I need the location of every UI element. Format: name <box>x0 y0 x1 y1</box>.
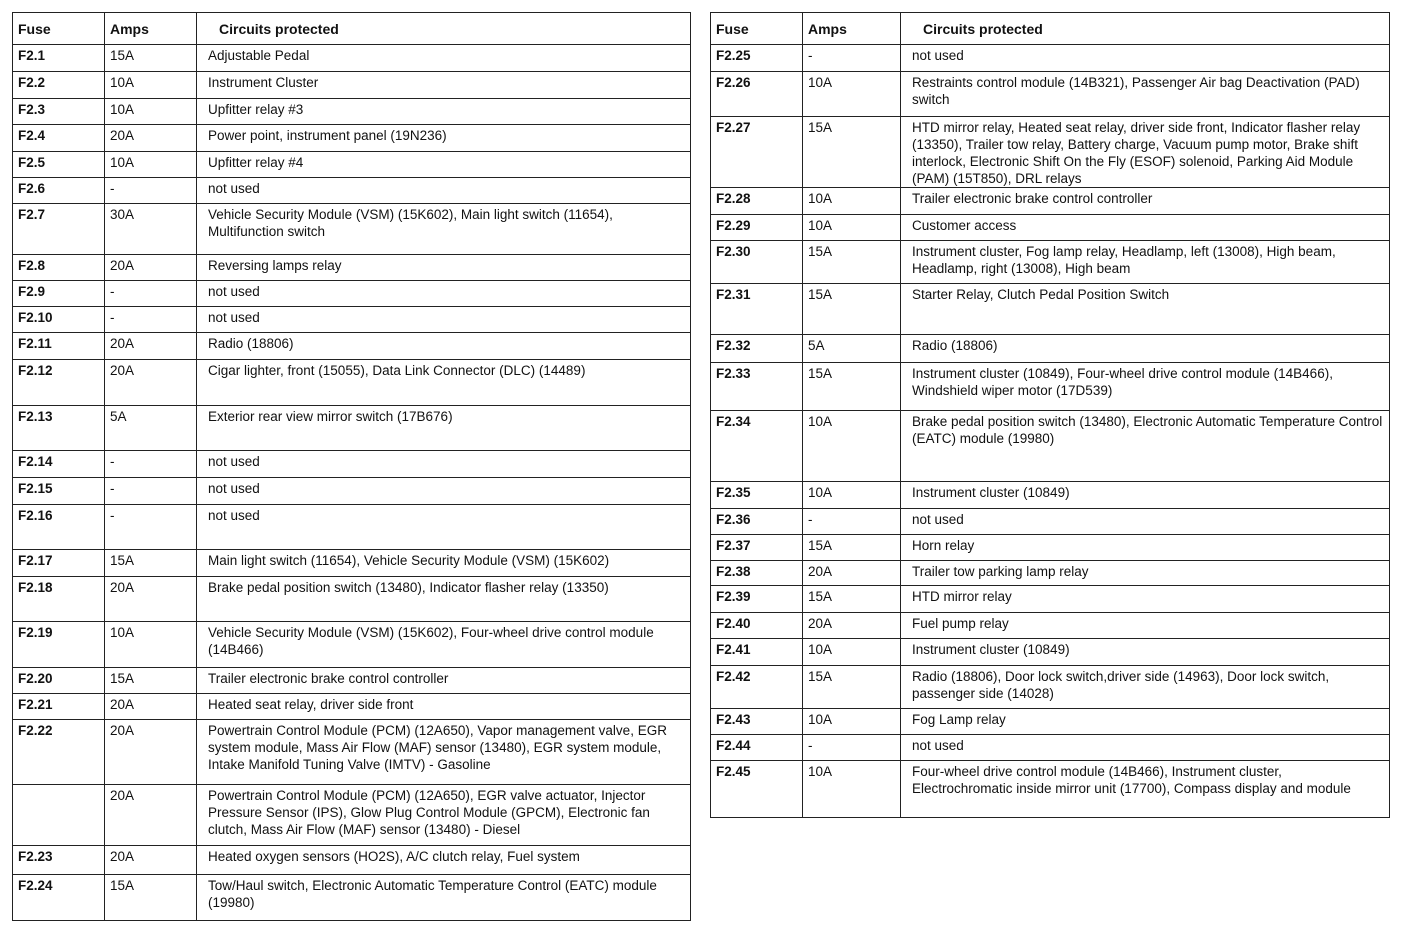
amps-value: 10A <box>803 411 901 482</box>
fuse-number: F2.36 <box>711 509 803 535</box>
fuse-number: F2.14 <box>13 451 105 478</box>
amps-value: 10A <box>803 215 901 241</box>
circuits-text: Reversing lamps relay <box>197 255 691 281</box>
amps-value: 10A <box>803 188 901 215</box>
table-row <box>711 613 1390 639</box>
circuits-text: Brake pedal position switch (13480), Electronic Automatic Temperature Control (EATC) module (19980) <box>901 411 1390 482</box>
fuse-number: F2.20 <box>13 668 105 694</box>
amps-value: - <box>105 307 197 333</box>
amps-value: 15A <box>803 535 901 561</box>
header-fuse: Fuse <box>13 13 105 45</box>
fuse-number: F2.38 <box>711 561 803 586</box>
fuse-number: F2.27 <box>711 117 803 188</box>
fuse-number: F2.12 <box>13 360 105 406</box>
table-row <box>13 577 691 622</box>
amps-value: 15A <box>105 45 197 72</box>
amps-value: 5A <box>803 335 901 363</box>
amps-value: 15A <box>803 586 901 613</box>
circuits-text: Adjustable Pedal <box>197 45 691 72</box>
fuse-number: F2.28 <box>711 188 803 215</box>
fuse-number <box>13 785 105 846</box>
fuse-number: F2.10 <box>13 307 105 333</box>
amps-value: 30A <box>105 204 197 255</box>
amps-value: 10A <box>803 761 901 818</box>
amps-value: 20A <box>803 613 901 639</box>
table-row <box>13 478 691 505</box>
amps-value: - <box>803 45 901 72</box>
fuse-number: F2.18 <box>13 577 105 622</box>
table-row <box>711 561 1390 586</box>
header-amps: Amps <box>105 13 197 45</box>
circuits-text: Radio (18806), Door lock switch,driver side (14963), Door lock switch, passenger side (14028) <box>901 666 1390 709</box>
fuse-number: F2.34 <box>711 411 803 482</box>
table-row <box>711 761 1390 818</box>
fuse-number: F2.1 <box>13 45 105 72</box>
circuits-text: Trailer tow parking lamp relay <box>901 561 1390 586</box>
table-row <box>13 360 691 406</box>
fuse-number: F2.41 <box>711 639 803 666</box>
table-row <box>13 152 691 178</box>
table-row <box>13 333 691 360</box>
fuse-number: F2.16 <box>13 505 105 550</box>
circuits-text: Brake pedal position switch (13480), Indicator flasher relay (13350) <box>197 577 691 622</box>
table-row <box>13 550 691 577</box>
fuse-number: F2.3 <box>13 99 105 125</box>
fuse-number: F2.4 <box>13 125 105 152</box>
table-row <box>711 735 1390 761</box>
table-header-row <box>13 13 691 45</box>
fuse-number: F2.37 <box>711 535 803 561</box>
fuse-number: F2.5 <box>13 152 105 178</box>
amps-value: 10A <box>803 709 901 735</box>
fuse-number: F2.22 <box>13 720 105 785</box>
table-row <box>711 482 1390 509</box>
table-row <box>711 335 1390 363</box>
amps-value: 20A <box>803 561 901 586</box>
amps-value: 20A <box>105 577 197 622</box>
fuse-number: F2.42 <box>711 666 803 709</box>
circuits-text: Cigar lighter, front (15055), Data Link Connector (DLC) (14489) <box>197 360 691 406</box>
amps-value: 20A <box>105 255 197 281</box>
table-row <box>13 178 691 204</box>
header-circuits: Circuits protected <box>197 13 691 45</box>
amps-value: 10A <box>105 72 197 99</box>
table-row <box>711 215 1390 241</box>
amps-value: - <box>105 451 197 478</box>
circuits-text: not used <box>901 509 1390 535</box>
amps-value: 20A <box>105 785 197 846</box>
table-row <box>711 535 1390 561</box>
header-circuits: Circuits protected <box>901 13 1390 45</box>
table-row <box>13 668 691 694</box>
table-row <box>13 45 691 72</box>
amps-value: - <box>105 178 197 204</box>
circuits-text: not used <box>197 478 691 505</box>
circuits-text: Customer access <box>901 215 1390 241</box>
table-row <box>711 72 1390 117</box>
fuse-number: F2.44 <box>711 735 803 761</box>
amps-value: 15A <box>105 550 197 577</box>
circuits-text: not used <box>197 178 691 204</box>
fuse-number: F2.7 <box>13 204 105 255</box>
fuse-number: F2.13 <box>13 406 105 451</box>
circuits-text: Vehicle Security Module (VSM) (15K602), Four-wheel drive control module (14B466) <box>197 622 691 668</box>
amps-value: 10A <box>105 152 197 178</box>
circuits-text: Trailer electronic brake control controller <box>901 188 1390 215</box>
fuse-number: F2.33 <box>711 363 803 411</box>
table-row <box>711 411 1390 482</box>
table-row <box>13 505 691 550</box>
fuse-number: F2.6 <box>13 178 105 204</box>
circuits-text: Horn relay <box>901 535 1390 561</box>
amps-value: 10A <box>803 482 901 509</box>
circuits-text: not used <box>197 505 691 550</box>
circuits-text: HTD mirror relay, Heated seat relay, driver side front, Indicator flasher relay (13350), Trailer tow relay, Battery charge, Vacuum pump motor, Brake shift interlock, Electronic Shift On the Fly (ESOF) solenoid, Parking Aid Module (PAM) (15T850), DRL relays <box>901 117 1390 188</box>
amps-value: 15A <box>803 241 901 284</box>
circuits-text: Fog Lamp relay <box>901 709 1390 735</box>
circuits-text: Tow/Haul switch, Electronic Automatic Temperature Control (EATC) module (19980) <box>197 875 691 921</box>
table-row <box>13 204 691 255</box>
circuits-text: not used <box>901 735 1390 761</box>
table-row <box>13 281 691 307</box>
fuse-number: F2.8 <box>13 255 105 281</box>
table-row <box>711 666 1390 709</box>
circuits-text: Radio (18806) <box>197 333 691 360</box>
fuse-number: F2.19 <box>13 622 105 668</box>
circuits-text: not used <box>197 451 691 478</box>
table-row <box>13 875 691 921</box>
table-row <box>711 241 1390 284</box>
table-row <box>13 99 691 125</box>
circuits-text: Four-wheel drive control module (14B466), Instrument cluster, Electrochromatic inside mirror unit (17700), Compass display and module <box>901 761 1390 818</box>
amps-value: - <box>105 478 197 505</box>
circuits-text: Upfitter relay #3 <box>197 99 691 125</box>
fuse-table-right <box>710 12 1390 818</box>
table-row <box>13 694 691 720</box>
amps-value: 15A <box>803 363 901 411</box>
amps-value: 20A <box>105 694 197 720</box>
table-row <box>711 586 1390 613</box>
amps-value: 10A <box>803 72 901 117</box>
table-row <box>13 785 691 846</box>
table-row <box>711 188 1390 215</box>
table-row <box>13 451 691 478</box>
circuits-text: HTD mirror relay <box>901 586 1390 613</box>
circuits-text: Trailer electronic brake control controller <box>197 668 691 694</box>
amps-value: 20A <box>105 125 197 152</box>
circuits-text: Instrument cluster (10849), Four-wheel drive control module (14B466), Windshield wiper motor (17D539) <box>901 363 1390 411</box>
fuse-number: F2.9 <box>13 281 105 307</box>
header-amps: Amps <box>803 13 901 45</box>
fuse-number: F2.39 <box>711 586 803 613</box>
table-row <box>13 255 691 281</box>
table-row <box>711 509 1390 535</box>
circuits-text: Fuel pump relay <box>901 613 1390 639</box>
fuse-number: F2.35 <box>711 482 803 509</box>
circuits-text: Powertrain Control Module (PCM) (12A650), Vapor management valve, EGR system module, Mass Air Flow (MAF) sensor (13480), EGR system module, Intake Manifold Tuning Valve (IMTV) - Gasoline <box>197 720 691 785</box>
amps-value: 5A <box>105 406 197 451</box>
fuse-number: F2.25 <box>711 45 803 72</box>
circuits-text: Heated oxygen sensors (HO2S), A/C clutch relay, Fuel system <box>197 846 691 875</box>
circuits-text: Instrument cluster (10849) <box>901 482 1390 509</box>
circuits-text: Starter Relay, Clutch Pedal Position Switch <box>901 284 1390 335</box>
fuse-number: F2.40 <box>711 613 803 639</box>
amps-value: 20A <box>105 846 197 875</box>
amps-value: 10A <box>803 639 901 666</box>
amps-value: 20A <box>105 360 197 406</box>
fuse-number: F2.32 <box>711 335 803 363</box>
table-row <box>13 846 691 875</box>
fuse-number: F2.21 <box>13 694 105 720</box>
fuse-number: F2.29 <box>711 215 803 241</box>
circuits-text: Power point, instrument panel (19N236) <box>197 125 691 152</box>
fuse-number: F2.30 <box>711 241 803 284</box>
table-row <box>711 45 1390 72</box>
circuits-text: Vehicle Security Module (VSM) (15K602), Main light switch (11654), Multifunction switch <box>197 204 691 255</box>
circuits-text: Restraints control module (14B321), Passenger Air bag Deactivation (PAD) switch <box>901 72 1390 117</box>
table-header-row <box>711 13 1390 45</box>
table-row <box>13 406 691 451</box>
amps-value: 15A <box>803 666 901 709</box>
amps-value: 15A <box>105 875 197 921</box>
circuits-text: Instrument cluster (10849) <box>901 639 1390 666</box>
table-row <box>711 709 1390 735</box>
amps-value: 10A <box>105 99 197 125</box>
header-fuse: Fuse <box>711 13 803 45</box>
amps-value: 15A <box>105 668 197 694</box>
fuse-number: F2.31 <box>711 284 803 335</box>
circuits-text: Heated seat relay, driver side front <box>197 694 691 720</box>
table-row <box>13 307 691 333</box>
amps-value: - <box>803 735 901 761</box>
fuse-number: F2.15 <box>13 478 105 505</box>
circuits-text: Instrument Cluster <box>197 72 691 99</box>
circuits-text: not used <box>197 307 691 333</box>
circuits-text: Powertrain Control Module (PCM) (12A650), EGR valve actuator, Injector Pressure Sensor (IPS), Glow Plug Control Module (GPCM), Electronic fan clutch, Mass Air Flow (MAF) sensor (13480) - Diesel <box>197 785 691 846</box>
fuse-number: F2.24 <box>13 875 105 921</box>
circuits-text: not used <box>197 281 691 307</box>
fuse-number: F2.17 <box>13 550 105 577</box>
fuse-number: F2.26 <box>711 72 803 117</box>
circuits-text: Main light switch (11654), Vehicle Security Module (VSM) (15K602) <box>197 550 691 577</box>
amps-value: 20A <box>105 720 197 785</box>
circuits-text: Exterior rear view mirror switch (17B676) <box>197 406 691 451</box>
table-row <box>13 72 691 99</box>
fuse-number: F2.2 <box>13 72 105 99</box>
fuse-number: F2.11 <box>13 333 105 360</box>
amps-value: 15A <box>803 284 901 335</box>
amps-value: 10A <box>105 622 197 668</box>
table-row <box>711 117 1390 188</box>
table-row <box>711 639 1390 666</box>
amps-value: 15A <box>803 117 901 188</box>
table-row <box>711 284 1390 335</box>
fuse-number: F2.43 <box>711 709 803 735</box>
amps-value: - <box>803 509 901 535</box>
table-row <box>13 622 691 668</box>
fuse-number: F2.45 <box>711 761 803 818</box>
table-row <box>711 363 1390 411</box>
circuits-text: Radio (18806) <box>901 335 1390 363</box>
amps-value: - <box>105 505 197 550</box>
amps-value: 20A <box>105 333 197 360</box>
circuits-text: Upfitter relay #4 <box>197 152 691 178</box>
table-row <box>13 720 691 785</box>
circuits-text: Instrument cluster, Fog lamp relay, Headlamp, left (13008), High beam, Headlamp, right (13008), High beam <box>901 241 1390 284</box>
circuits-text: not used <box>901 45 1390 72</box>
fuse-number: F2.23 <box>13 846 105 875</box>
table-row <box>13 125 691 152</box>
amps-value: - <box>105 281 197 307</box>
fuse-table-left <box>12 12 691 921</box>
